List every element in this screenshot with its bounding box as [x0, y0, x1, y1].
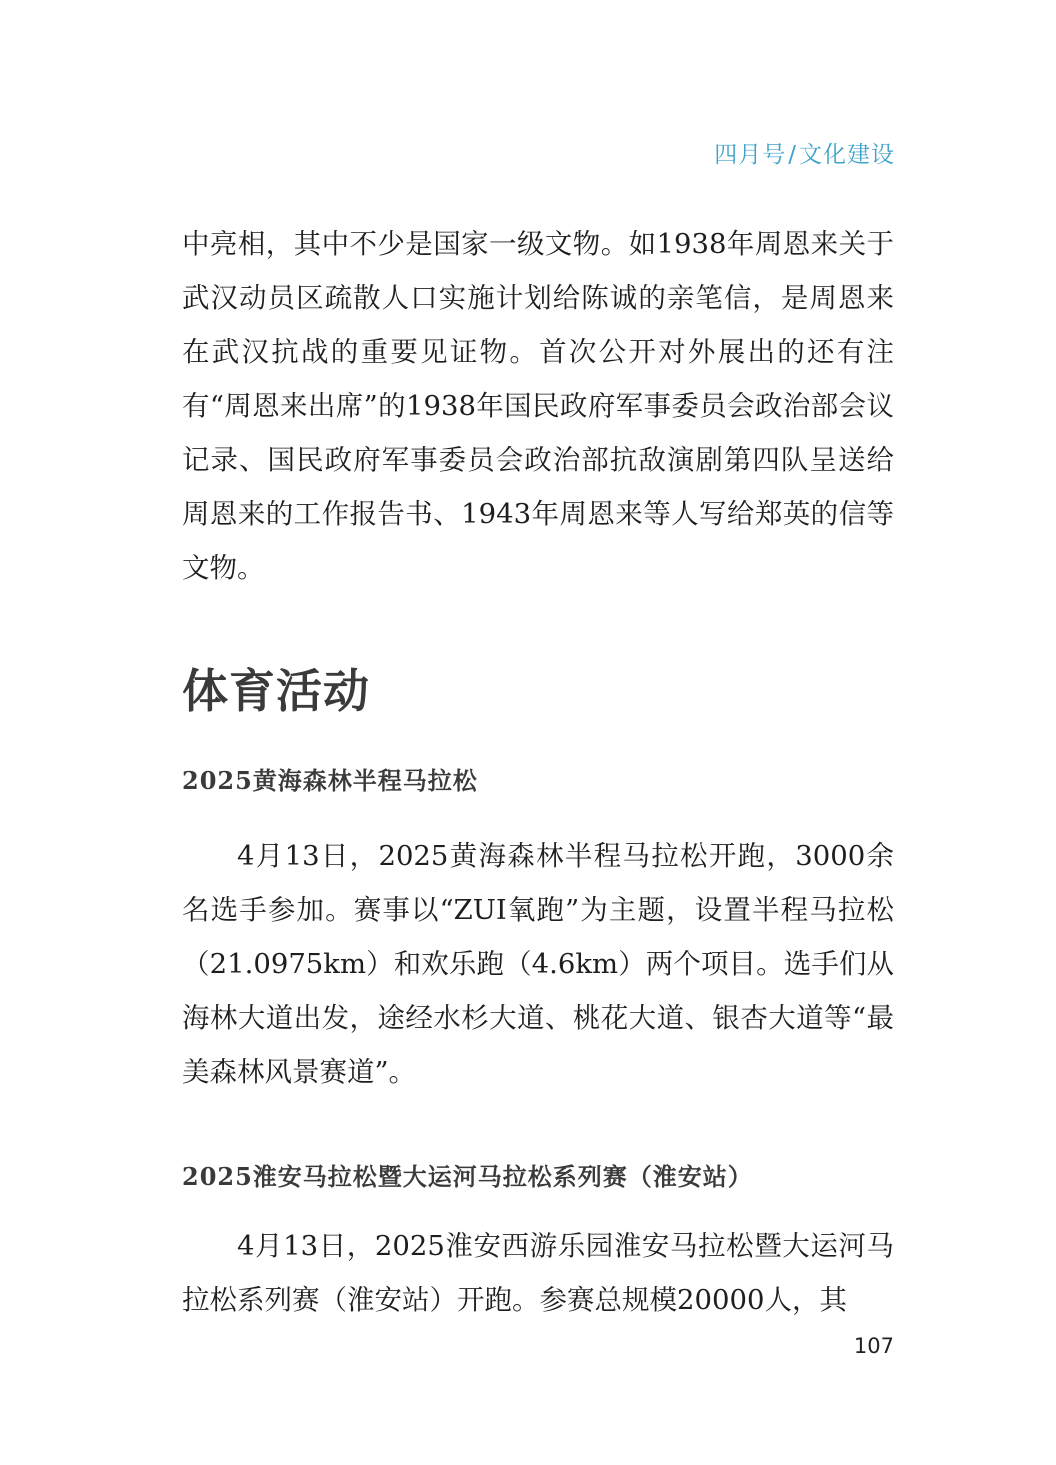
article-body	[182, 217, 894, 1327]
section-title: 体育活动	[182, 664, 370, 718]
header-issue: 四月号	[714, 142, 787, 168]
page-number: 107	[853, 1334, 894, 1358]
event-heading-huanghai: 2025黄海森林半程马拉松	[182, 766, 478, 795]
intro-paragraph: 中亮相，其中不少是国家一级文物。如1938年周恩来关于武汉动员区疏散人口实施计划给陈诚的亲笔信，是周恩来在武汉抗战的重要见证物。首次公开对外展出的还有注有“周恩来出席”的1938年国民政府军事委员会政治部会议记录、国民政府军事委员会政治部抗敌演剧第四队呈送给周恩来的工作报告书、1943年周恩来等人写给郑英的信等文物。	[182, 228, 894, 584]
running-header	[714, 136, 895, 169]
event-heading-huaian: 2025淮安马拉松暨大运河马拉松系列赛（淮安站）	[182, 1162, 753, 1191]
header-separator: /	[788, 142, 797, 168]
event-body-huanghai: 4月13日，2025黄海森林半程马拉松开跑，3000余名选手参加。赛事以“ZUI氧跑”为主题，设置半程马拉松（21.0975km）和欢乐跑（4.6km）两个项目。选手们从海林大道出发，途经水杉大道、桃花大道、银杏大道等“最美森林风景赛道”。	[182, 840, 894, 1088]
event-body-huaian: 4月13日，2025淮安西游乐园淮安马拉松暨大运河马拉松系列赛（淮安站）开跑。参赛总规模20000人，其	[182, 1230, 894, 1316]
header-section: 文化建设	[799, 142, 895, 168]
